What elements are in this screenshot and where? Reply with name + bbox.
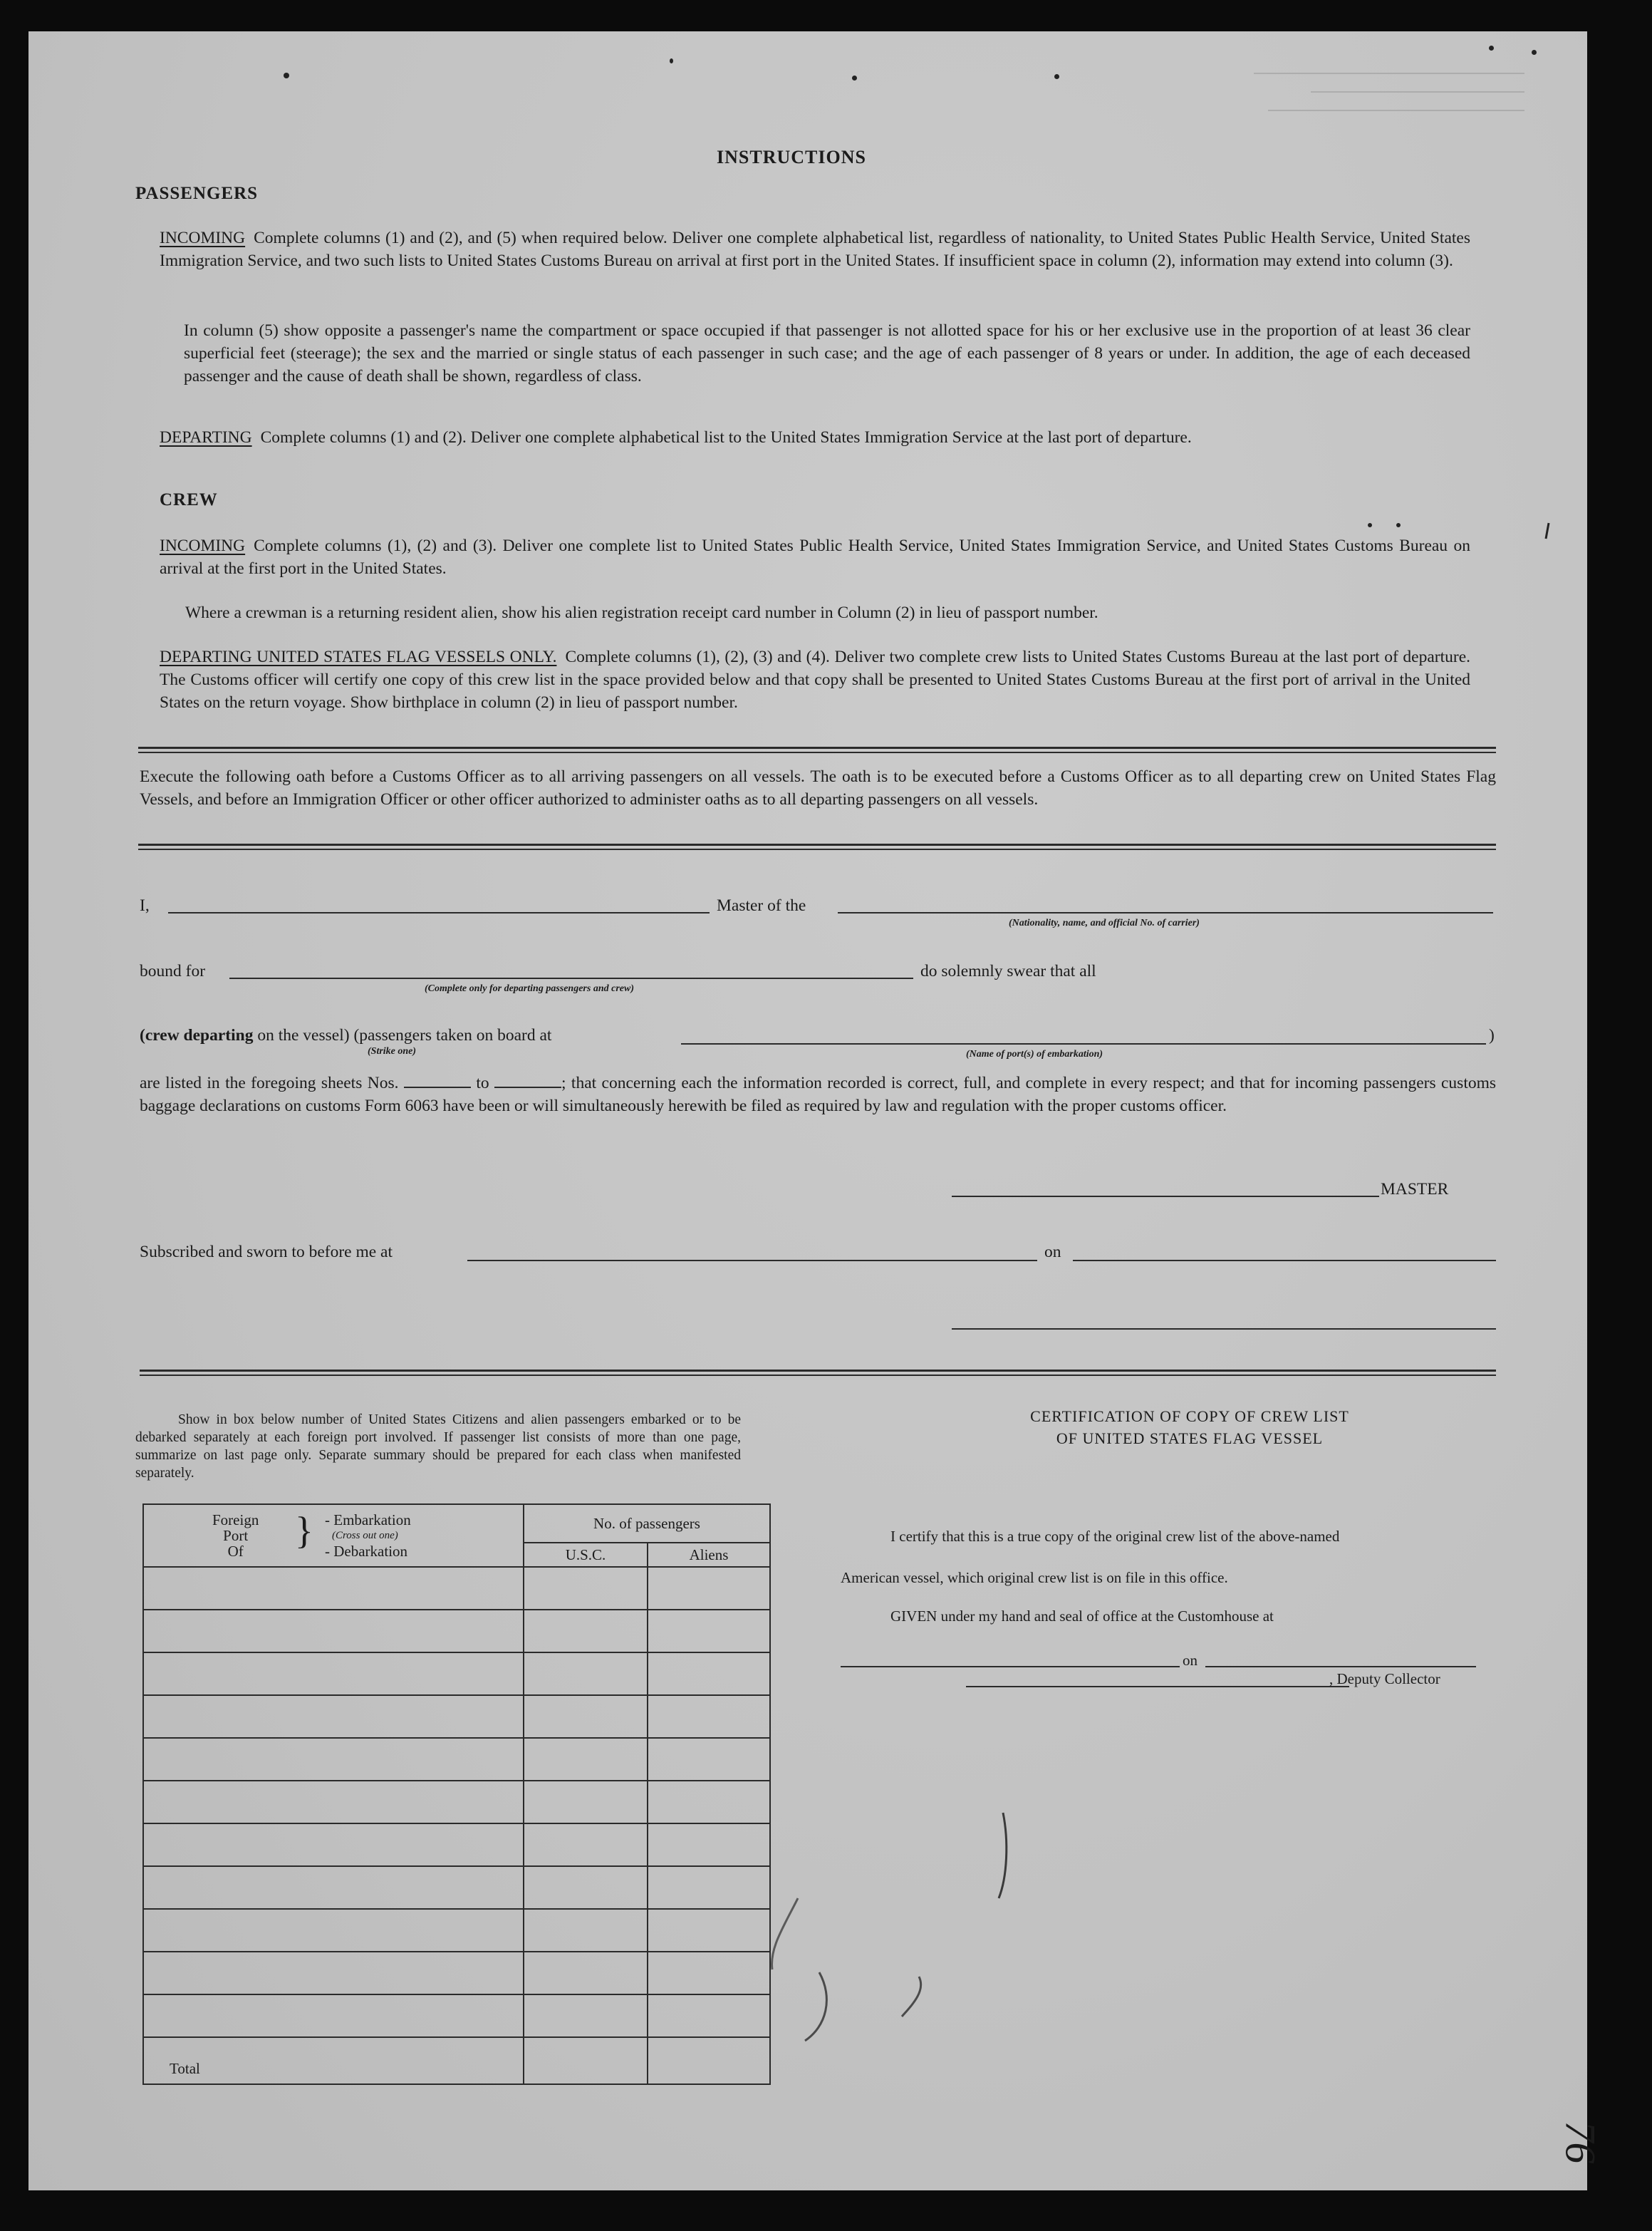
usc-header: U.S.C. [524,1543,648,1567]
crew-heading: CREW [160,490,218,509]
aliens-header: Aliens [648,1543,770,1567]
passengers-incoming-lead: INCOMING [160,229,246,247]
of-label: Of [227,1543,244,1560]
master-label: MASTER [1381,1180,1449,1199]
pencil-stroke [1546,523,1549,539]
oath-intro: Execute the following oath before a Customs Officer as to all arriving passengers on all vessels. The oath is to be executed before a Customs Officer as to all departing crew on United States Flag Vessels, and before an Immigration Officer or other officer authorized to administer oaths as to all departing passengers on all vessels. [140,767,1496,809]
no-of-passengers-header: No. of passengers [524,1504,770,1543]
passengers-departing-text: Complete columns (1) and (2). Deliver one complete alphabetical list to the United States Immigration Service at the last port of departure. [260,428,1192,447]
form-sheet [28,31,1604,2190]
crew-resident-paragraph: Where a crewman is a returning resident alien, show his alien registration receipt card number in Column (2) in lieu of passport number. [185,604,1098,622]
port-label: Port [223,1527,249,1544]
debarkation-option[interactable]: - Debarkation [325,1543,408,1560]
swear-label: do solemnly swear that all [920,962,1096,980]
listed-text-b: ; that concerning each the information recorded is correct, full, and complete in every respect; and that for incoming passengers customs baggage declarations on customs Form 6063 have been or will simultaneously herewith be filed as required by law and regulation with the proper customs officer. [140,1074,1497,1115]
pencil-stroke [772,1898,798,1969]
certify-text: I certify that this is a true copy of the original crew list of the above-named [890,1528,1340,1545]
listed-to-label: to [476,1074,489,1092]
pencil-stroke [902,1977,921,2017]
on-the-vessel-label: on the vessel) [257,1026,350,1045]
pencil-stroke [999,1813,1007,1898]
brace-icon: } [295,1509,313,1552]
american-text: American vessel, which original crew list is on file in this office. [841,1569,1228,1586]
handwritten-number: 76 [1557,2121,1604,2164]
sworn-on-label: on [1044,1243,1061,1261]
certification-title-line1: CERTIFICATION OF COPY OF CREW LIST [1030,1407,1349,1425]
crew-departing-option[interactable]: (crew departing [140,1026,254,1045]
passengers-incoming-text: Complete columns (1) and (2), and (5) when required below. Deliver one complete alphabetical list, regardless of nationality, to United States Public Health Service, United States Immigration Service, and two such lists to United States Customs Bureau on arrival at first port in the United States. If insufficient space in column (2), information may extend into column (3). [160,229,1470,270]
embarkation-option[interactable]: - Embarkation [325,1511,411,1528]
crew-incoming-text: Complete columns (1), (2) and (3). Deliver one complete list to United States Public Health Service, United States Immigration Service, and United States Customs Bureau on arrival at the first port in the United States. [160,537,1470,578]
master-of-label: Master of the [717,896,806,915]
passengers-departing-lead: DEPARTING [160,428,252,447]
passengers-taken-label: (passengers taken on board at [353,1026,552,1045]
cross-out-caption: (Cross out one) [332,1530,398,1541]
oath-i-label: I, [140,896,150,915]
listed-text-a: are listed in the foregoing sheets Nos. [140,1074,399,1092]
deputy-collector-label: , Deputy Collector [1329,1670,1440,1687]
foreign-label: Foreign [212,1511,259,1528]
close-paren: ) [1489,1026,1495,1045]
strike-caption: (Strike one) [368,1046,417,1057]
crew-incoming-lead: INCOMING [160,537,246,555]
pencil-marks [28,31,1587,2190]
summary-note: Show in box below number of United States Citizens and alien passengers embarked or to be debarked separately at each foreign port involved. If passenger list consists of more than one page, summarize on last page only. Separate summary should be prepared for each class when manifested separately. [135,1412,741,1481]
crew-departing-text: Complete columns (1), (2), (3) and (4). Deliver two complete crew lists to United States Customs Bureau at the last port of departure. The Customs officer will certify one copy of this crew list in the space provided below and that copy shall be presented to United States Customs Bureau at the first port of arrival in the United States on the return voyage. Show birthplace in column (2) in lieu of passport number. [160,648,1470,712]
column5-paragraph: In column (5) show opposite a passenger's name the compartment or space occupied if that passenger is not allotted space for his or her exclusive use in the proportion of at least 36 clear superficial feet (steerage); the sex and the married or single status of each passenger in such case; and the age of each passenger of 8 years or under. In addition, the age of each deceased passenger and the cause of death shall be shown, regardless of class. [184,321,1470,385]
subscribed-label: Subscribed and sworn to before me at [140,1243,393,1261]
crew-departing-lead: DEPARTING UNITED STATES FLAG VESSELS ONLY. [160,648,557,666]
passengers-heading: PASSENGERS [135,184,259,203]
given-text: GIVEN under my hand and seal of office at the Customhouse at [890,1608,1274,1625]
total-label: Total [170,2060,200,2077]
bound-for-caption: (Complete only for departing passengers and crew) [425,983,634,994]
ports-caption: (Name of port(s) of embarkation) [966,1049,1103,1060]
carrier-caption: (Nationality, name, and official No. of carrier) [1009,918,1200,928]
certification-title-line2: OF UNITED STATES FLAG VESSEL [1056,1429,1324,1447]
bound-for-label: bound for [140,962,206,980]
cert-on-label: on [1183,1652,1198,1669]
pencil-stroke [805,1972,826,2041]
instructions-title: INSTRUCTIONS [717,147,866,167]
